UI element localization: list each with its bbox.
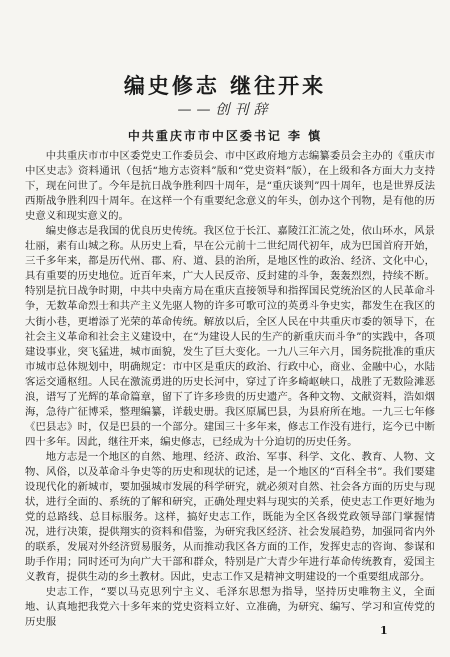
page-subtitle: ——创刊辞: [177, 102, 273, 118]
paragraph: 史志工作，“要以马克思列宁主义、毛泽东思想为指导，坚持历史唯物主义，全面地、认真地把我党六十多年来的党史资料立好、立准确，为研究、编写、学习和宣传党的历史服: [25, 586, 435, 629]
page-title: 编史修志 继往开来: [123, 74, 327, 98]
paragraph: 编史修志是我国的优良历史传统。我区位于长江、嘉陵江汇流之处，依山环水，风景壮丽，素有山城之称。从历史上看，早在公元前十二世纪周代初年，成为巴国首府开始，三千多年来，都是历代州、郡、府、道、县的治所，是地区性的政治、经济、文化中心，具有重要的历史地位。近百年来，广大人民反帝、反封建的斗争，轰轰烈烈，持续不断。特别是抗日战争时期，中共中央南方局在重庆直接领导和指挥国民党统治区的人民革命斗争，无数革命烈士和共产主义先驱人物的许多可歌可泣的英勇斗争史实，都发生在我区的大街小巷，更增添了光荣的革命传统。解放以后，全区人民在中共重庆市委的领导下，在社会主义革命和社会主义建设中，在“为建设人民的生产的新重庆而斗争”的实践中，各项建设事业，突飞猛进，城市面貌，发生了巨大变化。一九八三年六月，国务院批准的重庆市城市总体规划中，明确规定：市中区是重庆的政治、行政中心，商业、金融中心，水陆客运交通枢纽。人民在激流勇进的历史长河中，穿过了许多崎岖峡口，战胜了无数险滩恶浪，谱写了光辉的革命篇章，留下了许多珍贵的历史遗产。各种文物、文献资料，浩如烟海，急待广征博采，整理编纂，详载史册。我区原属巴县，为县府所在地。一九三七年修《巴县志》时，仅是巴县的一个部分。建国三十多年来，修志工作没有进行，迄今已中断四十多年。因此，继往开来，编史修志，已经成为十分迫切的历史任务。: [25, 225, 435, 448]
paragraph: 中共重庆市市中区委党史工作委员会、市中区政府地方志编纂委员会主办的《重庆市中区史志》资料通讯（包括“地方志资料”版和“党史资料”版），在上级和各方面大力支持下，现在问世了。今年是抗日战争胜利四十周年，是“重庆谈判”四十周年，也是世界反法西斯战争胜利四十周年。在这样一个有重要纪念意义的年头，创办这个刊物，是有他的历史意义和现实意义的。: [25, 150, 435, 223]
paragraph: 地方志是一个地区的自然、地理、经济、政治、军事、科学、文化、教育、人物、文物、风俗，以及革命斗争史等的历史和现状的记述，是一个地区的“百科全书”。我们要建设现代化的新城市，要加强城市发展的科学研究，就必须对自然、社会各方面的历史与现状，进行全面的、系统的了解和研究，正确处理史料与现实的关系，使史志工作更好地为党的总路线、总目标服务。这样，搞好史志工作，既能为全区各级党政领导部门掌握情况，进行决策，提供翔实的资料和借鉴，为研究我区经济、社会发展趋势，加强同省内外的联系，发展对外经济贸易服务，从而推动我区各方面的工作，发挥史志的咨询、参谋和助手作用；同时还可为向广大干部和群众，特别是广大青少年进行革命传统教育，爱国主义教育，提供生动的乡土教材。因此，史志工作又是精神文明建设的一个重要组成部分。: [25, 450, 435, 584]
author-line: 中共重庆市市中区委书记 李 慎: [127, 129, 323, 143]
page-number: 1: [380, 624, 388, 637]
article-body: [25, 149, 435, 631]
